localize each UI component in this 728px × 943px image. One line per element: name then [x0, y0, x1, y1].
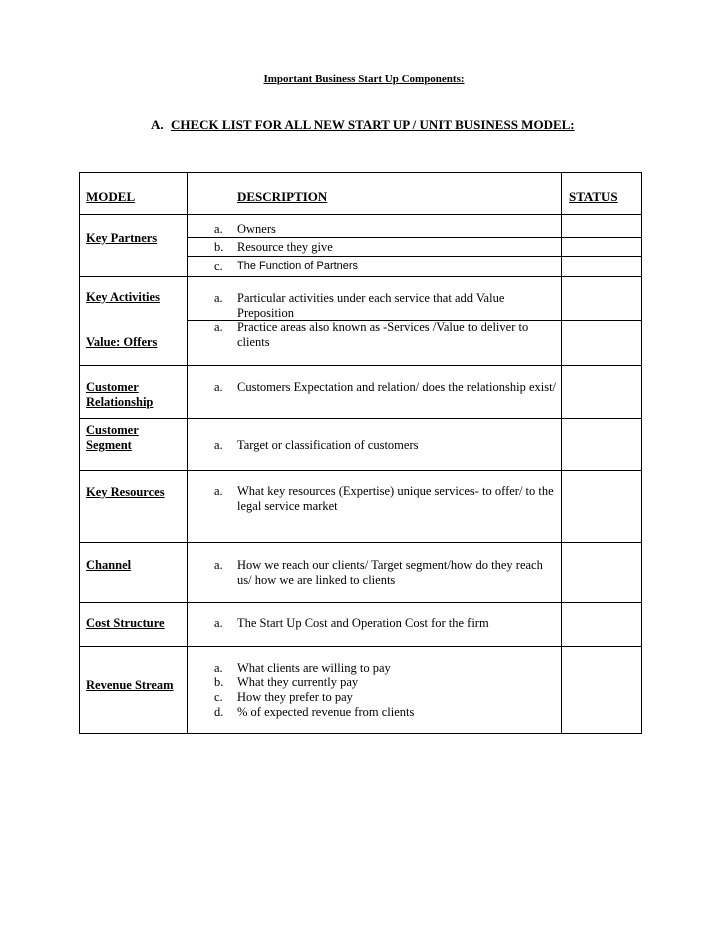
model-key-activities: Key Activities: [86, 290, 160, 304]
list-item: [214, 222, 554, 237]
list-item: [214, 705, 554, 720]
model-cost-structure: Cost Structure: [86, 616, 165, 630]
list-marker: c.: [214, 690, 223, 704]
section-title: CHECK LIST FOR ALL NEW START UP / UNIT BUSINESS MODEL:: [171, 117, 575, 132]
list-text: Practice areas also known as -Services /Value to deliver to clients: [237, 320, 529, 349]
list-item: [214, 675, 554, 690]
list-text: % of expected revenue from clients: [237, 705, 415, 719]
list-text: The Start Up Cost and Operation Cost for the firm: [237, 616, 489, 630]
list-text: Particular activities under each service that add Value Preposition: [237, 291, 505, 320]
document-title: Important Business Start Up Components:: [263, 73, 465, 85]
list-text: How they prefer to pay: [237, 690, 353, 704]
list-item: [214, 558, 544, 587]
row-divider: [79, 214, 642, 215]
model-key-partners: Key Partners: [86, 231, 158, 245]
header-status: STATUS: [569, 189, 618, 204]
list-text: Owners: [237, 222, 276, 236]
row-divider: [187, 237, 642, 238]
list-marker: a.: [214, 320, 223, 334]
row-divider: [79, 542, 642, 543]
row-divider: [79, 365, 642, 366]
list-marker: a.: [214, 222, 223, 236]
model-line: Customer: [86, 423, 139, 437]
row-divider: [79, 418, 642, 419]
model-key-resources: Key Resources: [86, 485, 165, 499]
row-divider: [187, 256, 642, 257]
row-divider: [79, 276, 642, 277]
list-marker: a.: [214, 661, 223, 675]
model-channel: Channel: [86, 558, 132, 572]
list-item: [214, 484, 562, 513]
list-text: Resource they give: [237, 240, 333, 254]
row-divider: [79, 470, 642, 471]
list-marker: a.: [214, 484, 223, 498]
list-item: [214, 240, 554, 255]
model-line: Customer: [86, 380, 139, 394]
list-text: Target or classification of customers: [237, 438, 419, 452]
list-marker: d.: [214, 705, 224, 719]
list-marker: a.: [214, 558, 223, 572]
list-marker: b.: [214, 675, 224, 689]
list-item: [214, 438, 554, 453]
list-marker: a.: [214, 380, 223, 394]
section-heading: [151, 117, 575, 133]
list-marker: a.: [214, 438, 223, 452]
header-model: MODEL: [86, 189, 136, 204]
model-value-offers: Value: Offers: [86, 335, 158, 349]
list-item: [214, 661, 554, 676]
model-customer-relationship: [86, 380, 153, 410]
list-marker: a.: [214, 291, 223, 305]
list-item: [214, 380, 557, 395]
row-divider: [79, 646, 642, 647]
list-item: [214, 291, 534, 320]
list-marker: b.: [214, 240, 224, 254]
list-text: How we reach our clients/ Target segment/how do they reach us/ how we are linked to clients: [237, 558, 543, 587]
model-line: Segment: [86, 438, 132, 452]
section-number: A.: [151, 117, 164, 132]
list-text: What clients are willing to pay: [237, 661, 391, 675]
list-text: Customers Expectation and relation/ does the relationship exist/: [237, 380, 557, 394]
list-item: [214, 259, 554, 274]
list-marker: a.: [214, 616, 223, 630]
model-revenue-stream: Revenue Stream: [86, 678, 174, 692]
header-description: DESCRIPTION: [237, 189, 328, 204]
list-item: [214, 690, 554, 705]
list-marker: c.: [214, 259, 223, 273]
row-divider: [79, 602, 642, 603]
model-customer-segment: [86, 423, 139, 453]
list-text: What they currently pay: [237, 675, 359, 689]
list-text: What key resources (Expertise) unique services- to offer/ to the legal service market: [237, 484, 554, 513]
list-text: The Function of Partners: [237, 260, 359, 272]
list-item: [214, 616, 554, 631]
model-line: Relationship: [86, 395, 154, 409]
list-item: [214, 320, 557, 349]
